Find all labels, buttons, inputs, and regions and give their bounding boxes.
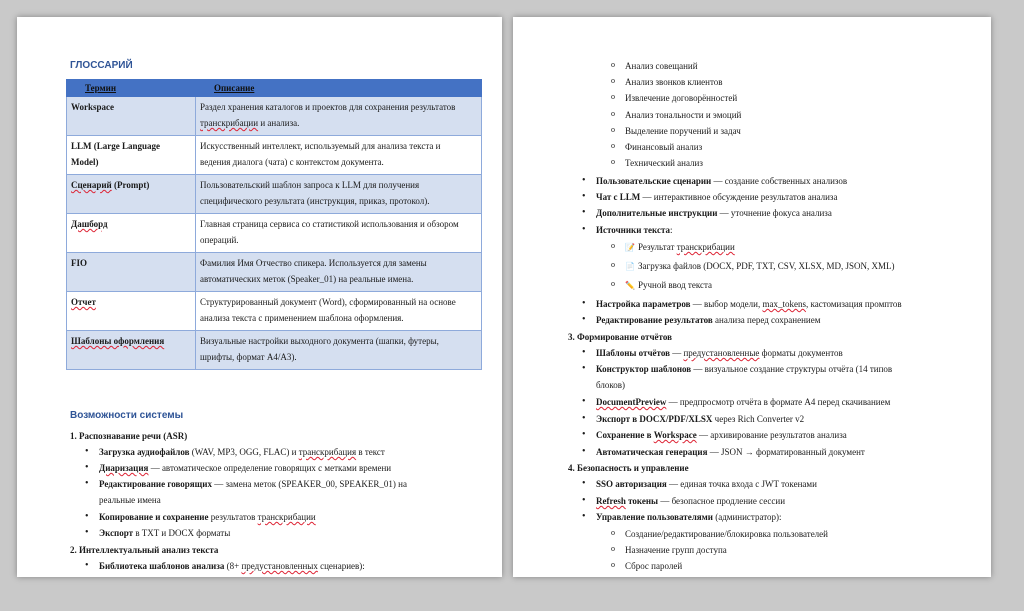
section-heading: 1. Распознавание речи (ASR): [70, 431, 188, 441]
list-subitem: o Анализ тональности и эмоций: [625, 109, 741, 121]
list-subitem: o 📝 Результат транскрибации: [625, 241, 735, 254]
term-cell: FIO: [67, 253, 196, 292]
description-cell: Визуальные настройки выходного документа (шапки, футеры, шрифты, формат А4/А3).: [196, 331, 482, 370]
header-description: Описание: [196, 80, 482, 97]
list-item: • Настройка параметров — выбор модели, max_tokens, кастомизация промптов: [596, 298, 902, 310]
term-cell: Отчет: [67, 292, 196, 331]
description-cell: Раздел хранения каталогов и проектов для сохранения результатов транскрибации и анализа.: [196, 97, 482, 136]
description-cell: Структурированный документ (Word), сформированный на основе анализа текста с применением шаблона оформления.: [196, 292, 482, 331]
list-subitem: o 📄 Загрузка файлов (DOCX, PDF, TXT, CSV, XLSX, MD, JSON, XML): [625, 260, 895, 273]
list-item: • Диаризация — автоматическое определение говорящих с метками времени: [99, 462, 391, 474]
description-cell: Искусственный интеллект, используемый для анализа текста и ведения диалога (чата) с контекстом документа.: [196, 136, 482, 175]
list-item: • Экспорт в DOCX/PDF/XLSX через Rich Converter v2: [596, 413, 804, 425]
list-item-continuation: реальные имена: [99, 495, 161, 505]
term-cell: Сценарий (Prompt): [67, 175, 196, 214]
description-cell: Главная страница сервиса со статистикой использования и обзором операций.: [196, 214, 482, 253]
list-subitem: o Сброс паролей: [625, 560, 682, 572]
list-item: • Управление пользователями (администратор):: [596, 511, 782, 523]
table-row: [67, 214, 482, 253]
list-item: • Пользовательские сценарии — создание собственных анализов: [596, 175, 847, 187]
section-heading: 3. Формирование отчётов: [568, 332, 672, 342]
list-item: • Редактирование говорящих — замена меток (SPEAKER_00, SPEAKER_01) на: [99, 478, 407, 490]
document-page-left: [17, 17, 502, 577]
term-cell: Дашборд: [67, 214, 196, 253]
list-item: • Конструктор шаблонов — визуальное создание структуры отчёта (14 типов: [596, 363, 892, 375]
term-cell: Шаблоны оформления: [67, 331, 196, 370]
table-row: [67, 292, 482, 331]
list-subitem: o Выделение поручений и задач: [625, 125, 741, 137]
table-row: [67, 175, 482, 214]
list-item-continuation: блоков): [596, 380, 626, 390]
glossary-table: [66, 79, 482, 370]
list-item: • DocumentPreview — предпросмотр отчёта в формате А4 перед скачиванием: [596, 396, 890, 408]
list-item: • SSO авторизация — единая точка входа с JWT токенами: [596, 478, 817, 490]
list-subitem: o Анализ совещаний: [625, 60, 698, 72]
header-term: Термин: [67, 80, 196, 97]
document-page-right: [513, 17, 991, 577]
list-subitem: o Извлечение договорённостей: [625, 92, 737, 104]
list-subitem: o Технический анализ: [625, 157, 703, 169]
description-cell: Пользовательский шаблон запроса к LLM для получения специфического результата (инструкция, приказ, протокол).: [196, 175, 482, 214]
section-heading: 2. Интеллектуальный анализ текста: [70, 545, 219, 555]
list-item: • Библиотека шаблонов анализа (8+ предустановленных сценариев):: [99, 560, 365, 572]
glossary-title: ГЛОССАРИЙ: [70, 60, 133, 71]
table-row: [67, 97, 482, 136]
list-item: • Загрузка аудиофайлов (WAV, MP3, OGG, FLAC) и транскрибация в текст: [99, 446, 385, 458]
list-item: • Дополнительные инструкции — уточнение фокуса анализа: [596, 207, 832, 219]
section-heading: 4. Безопасность и управление: [568, 463, 689, 473]
table-row: [67, 331, 482, 370]
list-subitem: o Анализ звонков клиентов: [625, 76, 723, 88]
list-item: • Копирование и сохранение результатов транскрибации: [99, 511, 316, 523]
list-subitem: o Финансовый анализ: [625, 141, 702, 153]
list-item: • Редактирование результатов анализа перед сохранением: [596, 314, 820, 326]
list-item: • Экспорт в TXT и DOCX форматы: [99, 527, 230, 539]
table-row: [67, 136, 482, 175]
list-subitem: o Назначение групп доступа: [625, 544, 727, 556]
memo-icon: 📝: [625, 243, 635, 252]
list-item: • Шаблоны отчётов — предустановленные форматы документов: [596, 347, 843, 359]
list-subitem: o ✏️ Ручной ввод текста: [625, 279, 712, 292]
list-item: • Чат с LLM — интерактивное обсуждение результатов анализа: [596, 191, 837, 203]
pencil-icon: ✏️: [625, 281, 635, 290]
features-title: Возможности системы: [70, 410, 184, 421]
list-item: • Refresh токены — безопасное продление сессии: [596, 495, 785, 507]
description-cell: Фамилия Имя Отчество спикера. Используется для замены автоматических меток (Speaker_01) на реальные имена.: [196, 253, 482, 292]
list-subitem: o Создание/редактирование/блокировка пользователей: [625, 528, 828, 540]
table-row: [67, 253, 482, 292]
glossary-header-row: [67, 80, 482, 97]
list-item: • Сохранение в Workspace — архивирование результатов анализа: [596, 429, 847, 441]
document-icon: 📄: [625, 262, 635, 271]
list-item: • Автоматическая генерация — JSON → форматированный документ: [596, 446, 865, 458]
term-cell: Workspace: [67, 97, 196, 136]
list-item: • Источники текста:: [596, 224, 673, 236]
term-cell: LLM (Large Language Model): [67, 136, 196, 175]
